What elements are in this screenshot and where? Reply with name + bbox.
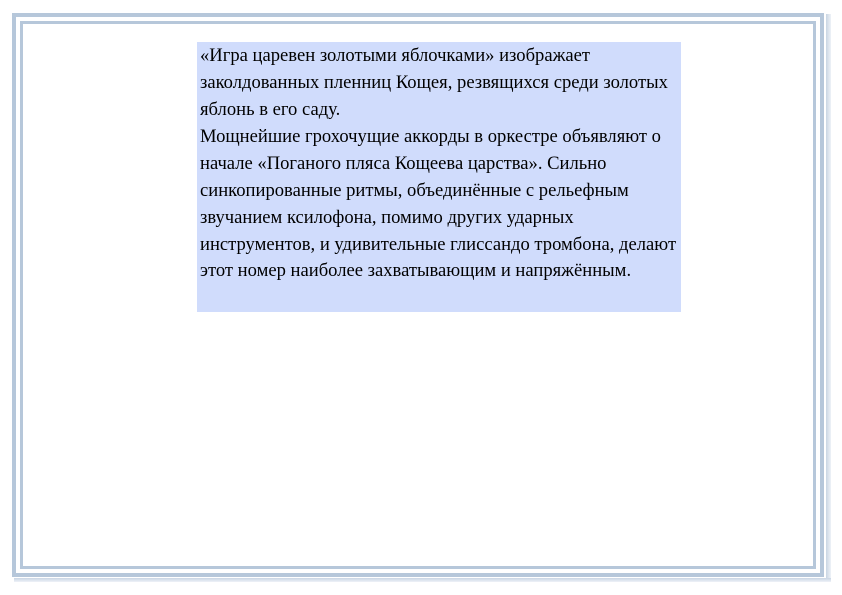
paragraph-infernal-dance: Мощнейшие грохочущие аккорды в оркестре объявляют о начале «Поганого пляса Кощеева царства». Сильно синкопированные ритмы, объединённые с рельефным звучанием ксилофона, помимо других ударных инструментов, и удивительные глиссандо тромбона, делают этот номер наиболее захватывающим и напряжённым. (200, 126, 677, 282)
frame-shadow-right (826, 14, 831, 582)
slide-text-box (197, 42, 681, 312)
frame-shadow-bottom (14, 578, 831, 582)
paragraph-golden-apples: «Игра царевен золотыми яблочками» изображает заколдованных пленниц Кощея, резвящихся среди золотых яблонь в его саду. (200, 45, 668, 120)
